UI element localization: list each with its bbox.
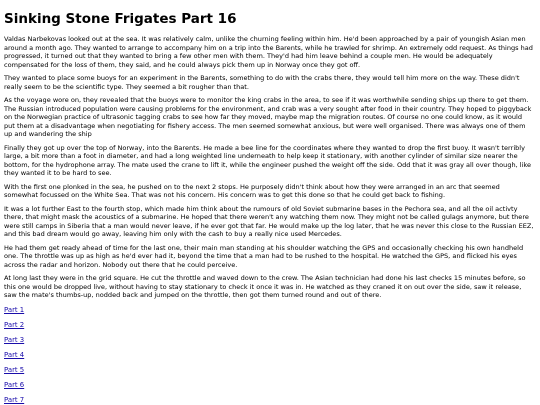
part-5-link[interactable]: Part 5	[4, 365, 25, 374]
part-7-link[interactable]: Part 7	[4, 395, 25, 404]
part-links	[4, 306, 534, 404]
story-paragraph: Valdas Narbekovas looked out at the sea. It was relatively calm, unlike the churning feeling within him. He'd been approached by a pair of youngish Asian men around a month ago. They wanted to arrange to accompany him on a trip into the Barents, while he trawled for shrimp. An extremely odd request. As things had progressed, it turned out that they wanted to bring a few other men with them. They'd had him leave behind a couple men. He would be adequately compensated for the loss of them, they said, and he could always pick them up in Norway once they got off.	[4, 35, 533, 69]
part-6-link[interactable]: Part 6	[4, 380, 25, 389]
story-paragraph: They wanted to place some buoys for an experiment in the Barents, something to do with the crabs there, they would tell him more on the way. These didn't really seem to be the scientific type. They seemed a bit rougher than that.	[4, 74, 520, 91]
part-3-link[interactable]: Part 3	[4, 335, 25, 344]
part-4-link[interactable]: Part 4	[4, 350, 25, 359]
story-paragraph: He had them get ready ahead of time for the last one, their main man standing at his shoulder watching the GPS and occasionally checking his own handheld one. The throttle was up as high as he'd ever had it, beyond the time that a man had to be rushed to the hospital. He watched the GPS, and flicked his eyes across the radar and horizon. Nobody out there that he could perceive.	[4, 243, 524, 269]
story-paragraph: Finally they got up over the top of Norway, into the Barents. He made a bee line for the coordinates where they wanted to drop the first buoy. It wasn't terribly large, a bit more than a foot in diameter, and had a long weighted line underneath to help keep it stationary, with another cylinder of similar size nearer the bottom, for the hydrophone array. The mate used the crane to lift it, while the engineer pushed the weight off the side. Odd that it was gray all over though, like they wanted it to be hard to see.	[4, 143, 532, 177]
story-body	[4, 35, 534, 300]
story-paragraph: It was a lot further East to the fourth stop, which made him think about the rumours of old Soviet submarine bases in the Pechora sea, and all the oil activty there, that might mask the acoustics of a submarine. He hoped that there weren't any watching them now. They might not be called gulags anymore, but there were still camps in Siberia that a man would never leave, if he ever got that far. He would make up the log later, that he was never this close to the Russian EEZ, and this bad dream would go away, leaving him only with the cash to buy a really nice used Mercedes.	[4, 204, 534, 238]
story-paragraph: As the voyage wore on, they revealed that the buoys were to monitor the king crabs in the area, to see if it was worthwhile sending ships up there to get them. The Russian introduced population were causing problems for the environment, and crab was a very sought after food in their country. They hoped to piggyback on the Norwegian practice of ultrasonic tagging crabs to see how far they moved, maybe map the migration routes. Of course no one could know, as it would put them at a disadvantage when negotiating for fishery access. The men seemed somewhat anxious, but were well organised. There was always one of them up and wandering the ship	[4, 96, 532, 138]
part-1-link[interactable]: Part 1	[4, 305, 25, 314]
story-paragraph: With the first one plonked in the sea, he pushed on to the next 2 stops. He purposely didn't think about how they were arranged in an arc that seemed somewhat focussed on the White Sea. That was not his concern. His concern was to get this done so that he could get back to fishing.	[4, 182, 500, 199]
part-2-link[interactable]: Part 2	[4, 320, 25, 329]
story-paragraph: At long last they were in the grid square. He cut the throttle and waved down to the crew. The Asian technician had done his last checks 15 minutes before, so this one would be dropped live, without having to stay stationary to check it once it was in. He watched as they craned it on out over the side, saw it release, saw the mate's thumbs-up, nodded back and jumped on the throttle, then got them turned round and out of there.	[4, 274, 526, 299]
page-title: Sinking Stone Frigates Part 16	[4, 11, 237, 27]
